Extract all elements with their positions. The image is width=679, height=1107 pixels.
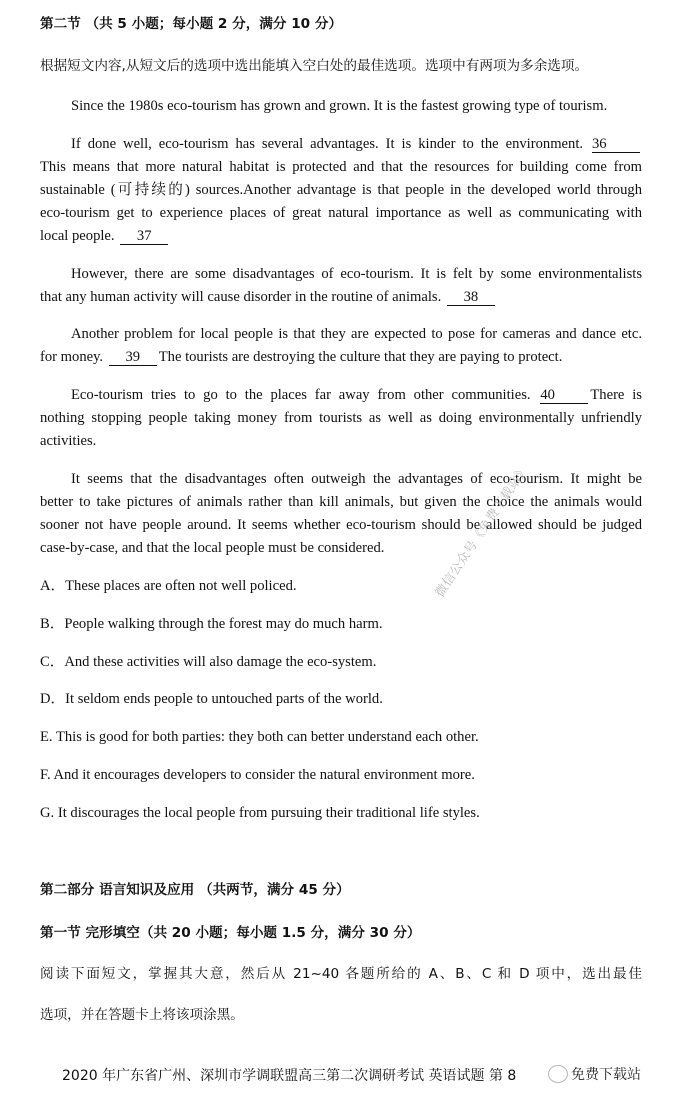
text-segment: case-by-case, and that the local people must be considered. bbox=[40, 540, 385, 556]
part2-header: 第二部分 语言知识及应用 （共两节，满分 45 分） bbox=[40, 882, 350, 898]
text-segment: This means that more natural habitat is protected and that the resources for building come from bbox=[40, 159, 642, 175]
part2-instructions bbox=[40, 963, 642, 1027]
text-line bbox=[40, 537, 642, 560]
section-header: 第二节 （共 5 小题；每小题 2 分，满分 10 分） bbox=[40, 16, 343, 32]
paragraph bbox=[40, 95, 642, 118]
text-line bbox=[40, 384, 642, 407]
watermark: 微信公众号《免费下载站》 bbox=[431, 461, 532, 600]
text-line bbox=[40, 407, 642, 430]
part2-section1-header: 第一节 完形填空（共 20 小题；每小题 1.5 分，满分 30 分） bbox=[40, 925, 421, 941]
text-segment: However, there are some disadvantages of eco-tourism. It is felt by some environmentalists bbox=[71, 266, 642, 282]
option-g: G. It discourages the local people from pursuing their traditional life styles. bbox=[40, 805, 480, 821]
instruction-line: 阅读下面短文，掌握其大意，然后从 21~40 各题所给的 A、B、C 和 D 项中，选出最佳 bbox=[40, 966, 642, 982]
text-segment: sustainable (可持续的) sources.Another advantage is that people in the developed world through bbox=[40, 182, 642, 198]
page-footer: 2020 年广东省广州、深圳市学调联盟高三第二次调研考试 英语试题 第 8 bbox=[62, 1068, 517, 1084]
text-line bbox=[40, 323, 642, 346]
answer-blank: 39 bbox=[109, 350, 157, 366]
text-segment: The tourists are destroying the culture that they are paying to protect. bbox=[158, 349, 563, 365]
option-a: A．These places are often not well policed. bbox=[40, 578, 297, 594]
paragraph bbox=[40, 263, 642, 309]
answer-blank: 38 bbox=[447, 290, 495, 306]
text-line bbox=[40, 514, 642, 537]
text-segment: It seems that the disadvantages often outweigh the advantages of eco-tourism. It might be bbox=[71, 471, 642, 487]
text-segment: that any human activity will cause disorder in the routine of animals. bbox=[40, 289, 445, 305]
text-line bbox=[40, 202, 642, 225]
text-line bbox=[40, 95, 642, 118]
paragraph bbox=[40, 468, 642, 560]
text-line bbox=[40, 491, 642, 514]
answer-blank: 37 bbox=[120, 229, 168, 245]
text-segment: activities. bbox=[40, 433, 97, 449]
text-line bbox=[40, 133, 642, 156]
text-segment: If done well, eco-tourism has several advantages. It is kinder to the environment. bbox=[71, 136, 590, 152]
text-segment: Eco-tourism tries to go to the places far away from other communities. bbox=[71, 387, 539, 403]
text-segment: Since the 1980s eco-tourism has grown and grown. It is the fastest growing type of tourism. bbox=[71, 98, 608, 114]
paragraph bbox=[40, 384, 642, 453]
wechat-icon bbox=[548, 1065, 568, 1083]
text-segment: eco-tourism get to experience places of great natural importance as well as communicating with bbox=[40, 205, 642, 221]
instruction-line: 选项，并在答题卡上将该项涂黑。 bbox=[40, 1007, 244, 1023]
text-line bbox=[40, 179, 642, 202]
text-segment: local people. bbox=[40, 228, 119, 244]
option-c: C．And these activities will also damage the eco-system. bbox=[40, 654, 377, 670]
option-f: F. And it encourages developers to consider the natural environment more. bbox=[40, 767, 475, 783]
text-segment: Another problem for local people is that they are expected to pose for cameras and dance etc. bbox=[71, 326, 642, 342]
paragraph bbox=[40, 323, 642, 369]
text-line bbox=[40, 346, 642, 369]
text-segment: better to take pictures of animals rather than kill animals, but given the choice the animals would bbox=[40, 494, 642, 510]
text-segment: for money. bbox=[40, 349, 107, 365]
text-line bbox=[40, 263, 642, 286]
text-line bbox=[40, 430, 642, 453]
answer-blank: 36 bbox=[592, 137, 640, 153]
text-line bbox=[40, 468, 642, 491]
text-segment: sooner not have people around. It seems whether eco-tourism should be allowed should be judged bbox=[40, 517, 642, 533]
text-segment: There is bbox=[590, 387, 642, 403]
text-segment: nothing stopping people taking money from tourists as well as doing environmentally unfriendly bbox=[40, 410, 642, 426]
option-d: D．It seldom ends people to untouched parts of the world. bbox=[40, 691, 383, 707]
answer-blank: 40 bbox=[540, 388, 588, 404]
option-b: B．People walking through the forest may do much harm. bbox=[40, 616, 383, 632]
instructions: 根据短文内容,从短文后的选项中选出能填入空白处的最佳选项。选项中有两项为多余选项。 bbox=[40, 58, 589, 74]
option-e: E. This is good for both parties: they both can better understand each other. bbox=[40, 729, 479, 745]
text-line bbox=[40, 225, 642, 248]
paragraph bbox=[40, 133, 642, 248]
text-line bbox=[40, 286, 642, 309]
footer-logo-text: 免费下载站 bbox=[571, 1067, 641, 1083]
footer-logo bbox=[548, 1064, 641, 1084]
text-line bbox=[40, 156, 642, 179]
